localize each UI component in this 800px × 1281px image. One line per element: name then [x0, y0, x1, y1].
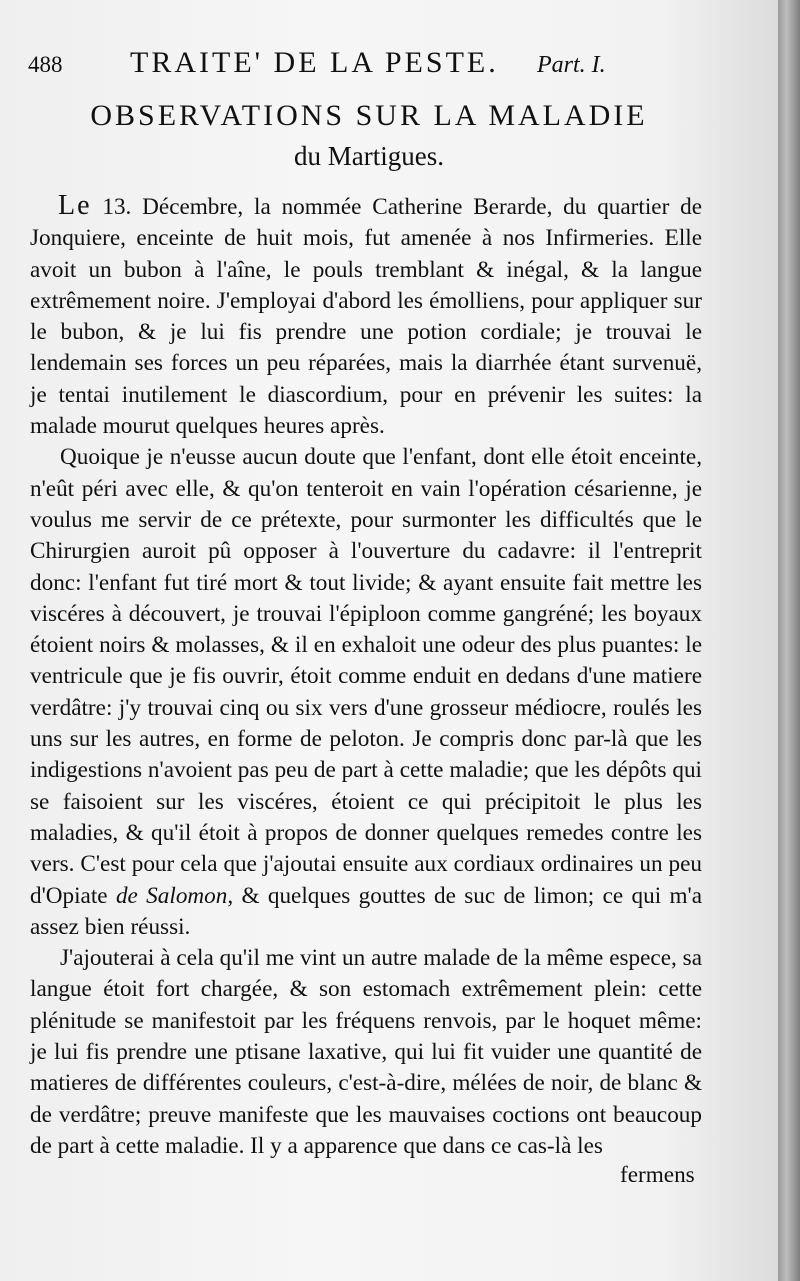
running-title: TRAITE' DE LA PESTE. [130, 46, 499, 79]
running-header [28, 46, 708, 86]
paragraph-1 [30, 190, 702, 442]
paragraph-3 [30, 943, 702, 1162]
section-subheading: du Martigues. [294, 141, 444, 171]
italic-term: de Salomon [115, 882, 228, 909]
paragraph-text: J'ajouterai à cela qu'il me vint un autre malade de la même espece, sa langue étoit fort chargée, & son estomach extrêmement plein: cette plénitude se manifestoit par les fréquens renvois, par le hoquet même: je lui fis prendre une ptisane laxative, qui lui fit vuider une quantité de matieres de différentes couleurs, c'est-à-dire, mélées de noir, de blanc & de verdâtre; preuve manifeste que les mauvaises coctions ont beaucoup de part à cette maladie. Il y a apparence que dans ce cas-là les [30, 945, 702, 1159]
paragraph-text-continued: , & quelques gouttes de suc de limon; ce qui m'a assez bien réussi. [30, 882, 703, 940]
body-text [30, 190, 702, 1162]
page-number: 488 [28, 52, 63, 77]
catchword: fermens [620, 1162, 695, 1188]
paragraph-lead: Le [58, 190, 92, 221]
section-heading: OBSERVATIONS SUR LA MALADIE [90, 99, 648, 132]
paragraph-text: 13. Décembre, la nommée Catherine Berarde, du quartier de Jonquiere, enceinte de huit mois, fut amenée à nos Infirmeries. Elle avoit un bubon à l'aîne, le pouls tremblant & inégal, & la langue extrêmement noire. J'employai d'abord les émolliens, pour appliquer sur le bubon, & je lui fis prendre une potion cordiale; je trouvai le lendemain ses forces un peu réparées, mais la diarrhée étant survenuë, je tentai inutilement le diascordium, pour en prévenir les suites: la malade mourut quelques heures après. [30, 194, 702, 440]
paragraph-2 [30, 442, 702, 943]
part-label: Part. I. [537, 52, 606, 78]
paragraph-text: Quoique je n'eusse aucun doute que l'enfant, dont elle étoit enceinte, n'eût péri avec elle, & qu'on tenteroit en vain l'opération césarienne, je voulus me servir de ce prétexte, pour surmonter les difficultés que le Chirurgien auroit pû opposer à l'ouverture du cadavre: il l'entreprit donc: l'enfant fut tiré mort & tout livide; & ayant ensuite fait mettre les viscéres à découvert, je trouvai l'épiploon comme gangréné; les boyaux étoient noirs & molasses, & il en exhaloit une odeur des plus puantes: le ventricule que je fis ouvrir, étoit comme enduit en dedans d'une matiere verdâtre: j'y trouvai cinq ou six vers d'une grosseur médiocre, roulés les uns sur les autres, en forme de peloton. Je compris donc par-là que les indigestions n'avoient pas peu de part à cette maladie; que les dépôts qui se faisoient sur les viscéres, étoient ce qui précipitoit le plus les maladies, & qu'il étoit à propos de donner quelques remedes contre les vers. C'est pour cela que j'ajoutai ensuite aux cordiaux ordinaires un peu d'Opiate [30, 444, 702, 909]
page-edge [778, 0, 800, 1281]
